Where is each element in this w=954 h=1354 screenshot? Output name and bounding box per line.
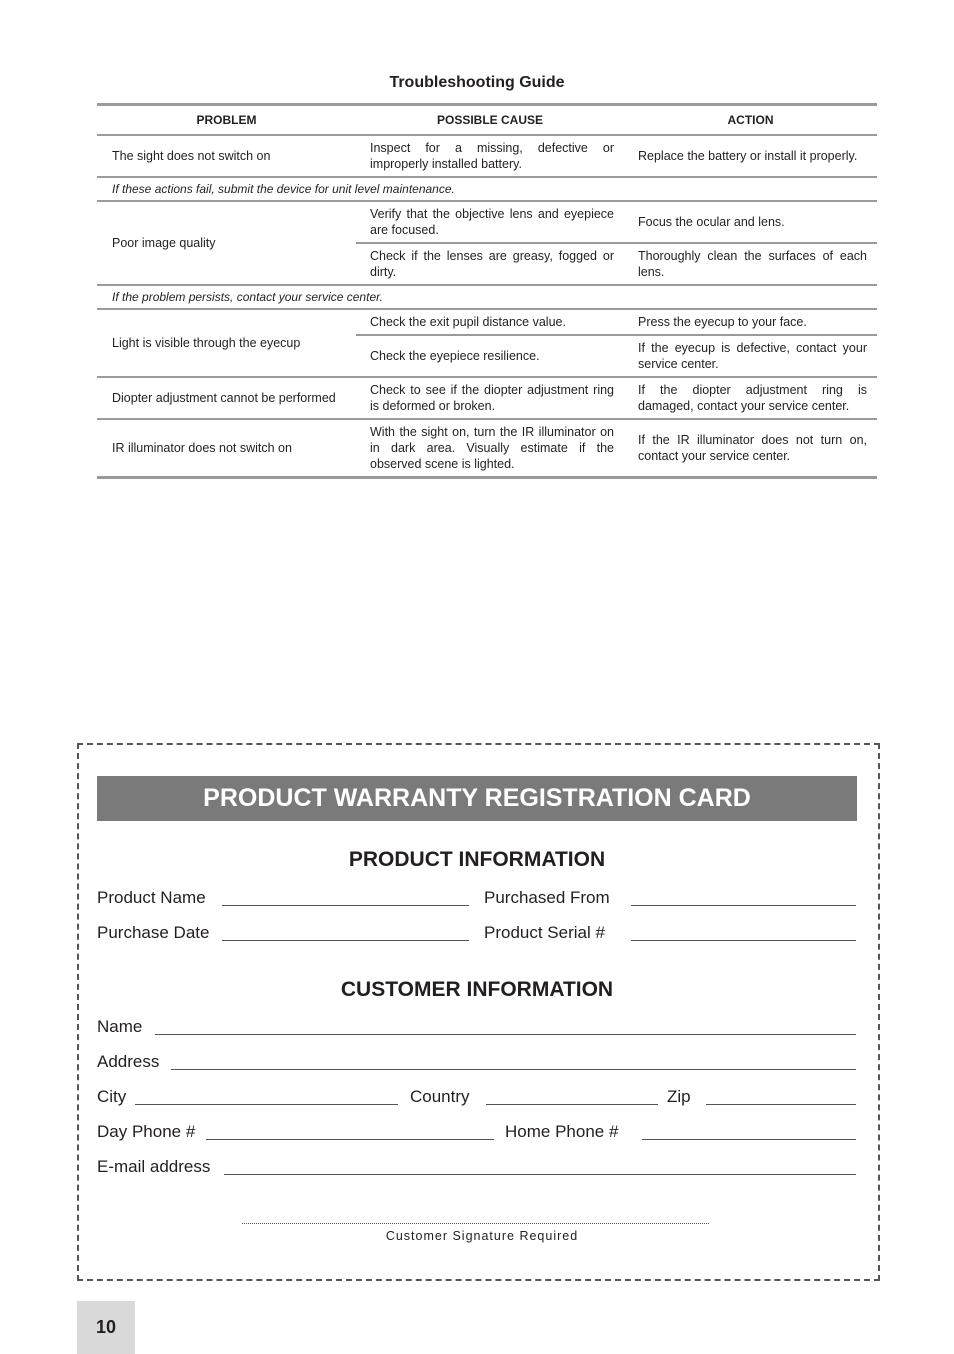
note-cell: If these actions fail, submit the device for unit level maintenance. — [97, 177, 877, 201]
purchase-date-label: Purchase Date — [97, 923, 210, 942]
header-possible-cause: POSSIBLE CAUSE — [356, 105, 624, 136]
country-label: Country — [410, 1087, 470, 1106]
zip-field[interactable] — [706, 1104, 856, 1105]
cut-out-dashed-border — [77, 743, 880, 1281]
table-row — [97, 419, 877, 478]
day-phone-field[interactable] — [206, 1139, 494, 1140]
table-row — [97, 135, 877, 177]
warranty-card-title: PRODUCT WARRANTY REGISTRATION CARD — [97, 776, 857, 821]
action-cell: If the eyecup is defective, contact your service center. — [624, 335, 877, 377]
cause-cell: With the sight on, turn the IR illuminator on in dark area. Visually estimate if the observed scene is lighted. — [370, 425, 614, 471]
header-action: ACTION — [624, 105, 877, 136]
header-problem: PROBLEM — [97, 105, 356, 136]
table-note-row — [97, 177, 877, 201]
product-name-label: Product Name — [97, 888, 206, 907]
action-cell: Thoroughly clean the surfaces of each lens. — [624, 243, 877, 285]
purchase-date-field[interactable] — [222, 940, 469, 941]
action-cell: If the diopter adjustment ring is damaged, contact your service center. — [624, 377, 877, 419]
table-row — [97, 377, 877, 419]
table-header-row — [97, 105, 877, 136]
troubleshooting-title: Troubleshooting Guide — [389, 74, 565, 91]
day-phone-label: Day Phone # — [97, 1122, 196, 1141]
email-label: E-mail address — [97, 1157, 211, 1176]
table-note-row — [97, 285, 877, 309]
cause-cell: Verify that the objective lens and eyepiece are focused. — [356, 201, 624, 243]
table-row — [97, 201, 877, 243]
address-field[interactable] — [171, 1069, 856, 1070]
signature-caption: Customer Signature Required — [385, 1229, 579, 1243]
cause-cell: Check the exit pupil distance value. — [356, 309, 624, 335]
home-phone-field[interactable] — [642, 1139, 856, 1140]
problem-cell: Light is visible through the eyecup — [97, 309, 356, 377]
name-label: Name — [97, 1017, 143, 1036]
address-label: Address — [97, 1052, 160, 1071]
product-name-field[interactable] — [222, 905, 469, 906]
product-serial-label: Product Serial # — [484, 923, 605, 942]
signature-field[interactable] — [242, 1223, 709, 1224]
action-cell: If the IR illuminator does not turn on, contact your service center. — [638, 433, 867, 463]
cause-cell: Inspect for a missing, defective or improperly installed battery. — [356, 135, 624, 177]
cause-cell: Check to see if the diopter adjustment ring is deformed or broken. — [356, 377, 624, 419]
product-serial-field[interactable] — [631, 940, 856, 941]
name-field[interactable] — [155, 1034, 856, 1035]
table-row — [97, 309, 877, 335]
product-information-heading: PRODUCT INFORMATION — [348, 848, 606, 871]
zip-label: Zip — [667, 1087, 691, 1106]
home-phone-label: Home Phone # — [505, 1122, 619, 1141]
problem-cell: Poor image quality — [97, 201, 356, 285]
page-number: 10 — [77, 1301, 135, 1354]
problem-cell: Diopter adjustment cannot be performed — [97, 377, 356, 419]
purchased-from-label: Purchased From — [484, 888, 610, 907]
country-field[interactable] — [486, 1104, 658, 1105]
action-cell: Focus the ocular and lens. — [624, 201, 877, 243]
customer-information-heading: CUSTOMER INFORMATION — [340, 978, 614, 1001]
cause-cell: Check the eyepiece resilience. — [356, 335, 624, 377]
action-cell: Replace the battery or install it properly. — [624, 135, 877, 177]
email-field[interactable] — [224, 1174, 856, 1175]
purchased-from-field[interactable] — [631, 905, 856, 906]
city-label: City — [97, 1087, 127, 1106]
action-cell: Press the eyecup to your face. — [624, 309, 877, 335]
city-field[interactable] — [135, 1104, 398, 1105]
note-cell: If the problem persists, contact your service center. — [97, 285, 877, 309]
troubleshooting-table — [97, 103, 877, 479]
problem-cell: IR illuminator does not switch on — [112, 441, 292, 455]
problem-cell: The sight does not switch on — [97, 135, 356, 177]
cause-cell: Check if the lenses are greasy, fogged or dirty. — [356, 243, 624, 285]
